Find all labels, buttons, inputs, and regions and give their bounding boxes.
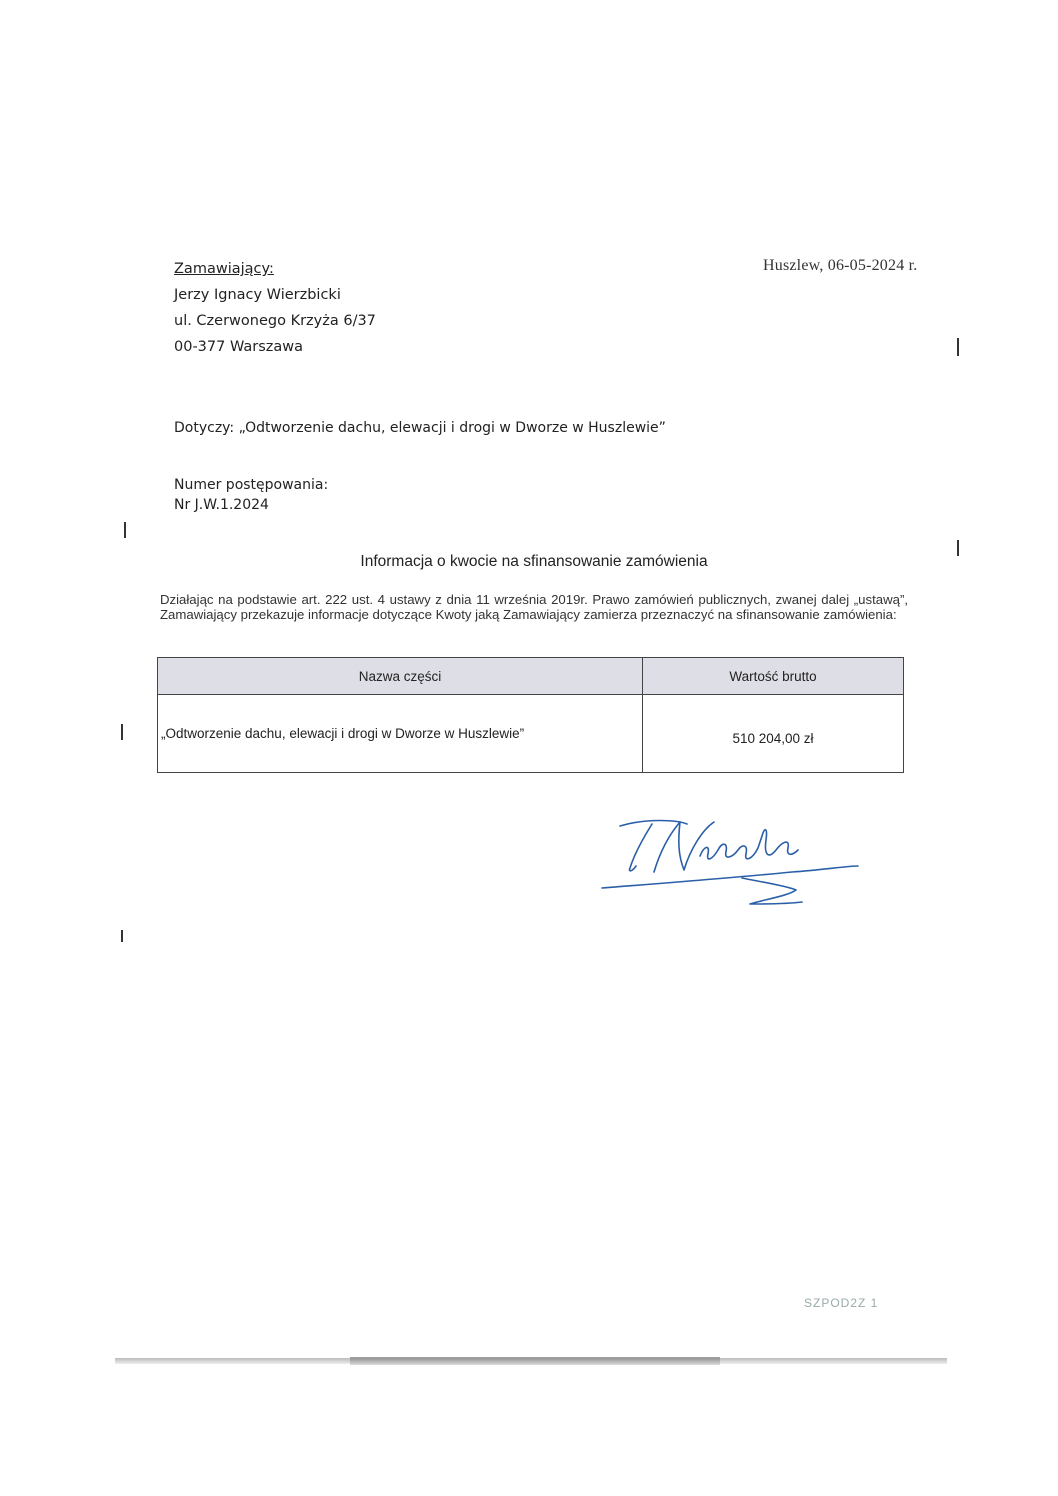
document-title: Informacja o kwocie na sfinansowanie zamówienia [360, 553, 708, 570]
scan-margin-mark [124, 522, 126, 538]
table-header-row [158, 658, 904, 695]
procedure-label: Numer postępowania: [174, 477, 329, 493]
document-date: Huszlew, 06-05-2024 r. [763, 257, 918, 274]
subject-line: Dotyczy: „Odtworzenie dachu, elewacji i drogi w Dworze w Huszlewie” [174, 420, 666, 436]
gross-value-cell: 510 204,00 zł [643, 695, 904, 773]
sender-street: ul. Czerwonego Krzyża 6/37 [174, 313, 376, 329]
sender-heading: Zamawiający: [174, 261, 274, 277]
part-name-cell: „Odtworzenie dachu, elewacji i drogi w Dworze w Huszlewie” [158, 695, 643, 773]
scan-edge-shadow-dark [350, 1357, 720, 1365]
handwritten-signature [592, 800, 862, 920]
sender-city: 00-377 Warszawa [174, 339, 304, 355]
scan-margin-mark [121, 724, 123, 740]
procedure-number-block [174, 475, 328, 515]
scan-margin-mark [121, 930, 123, 942]
procedure-number: Nr J.W.1.2024 [174, 497, 269, 513]
table-row [158, 695, 904, 773]
sender-name: Jerzy Ignacy Wierzbicki [174, 287, 341, 303]
column-header-part-name: Nazwa części [158, 658, 643, 695]
body-paragraph: Działając na podstawie art. 222 ust. 4 ustawy z dnia 11 września 2019r. Prawo zamówień publicznych, zwanej dalej „ustawą”, Zamawiający przekazuje informacje dotyczące Kwoty jaką Zamawiający zamierza przeznaczyć na sfinansowanie zamówienia: [160, 592, 908, 622]
column-header-gross-value: Wartość brutto [643, 658, 904, 695]
scan-margin-mark [957, 338, 959, 356]
sender-block [174, 256, 376, 360]
scan-margin-mark [957, 540, 959, 556]
scan-stamp: SZPOD2Z 1 [804, 1296, 879, 1310]
amount-table [157, 657, 904, 773]
